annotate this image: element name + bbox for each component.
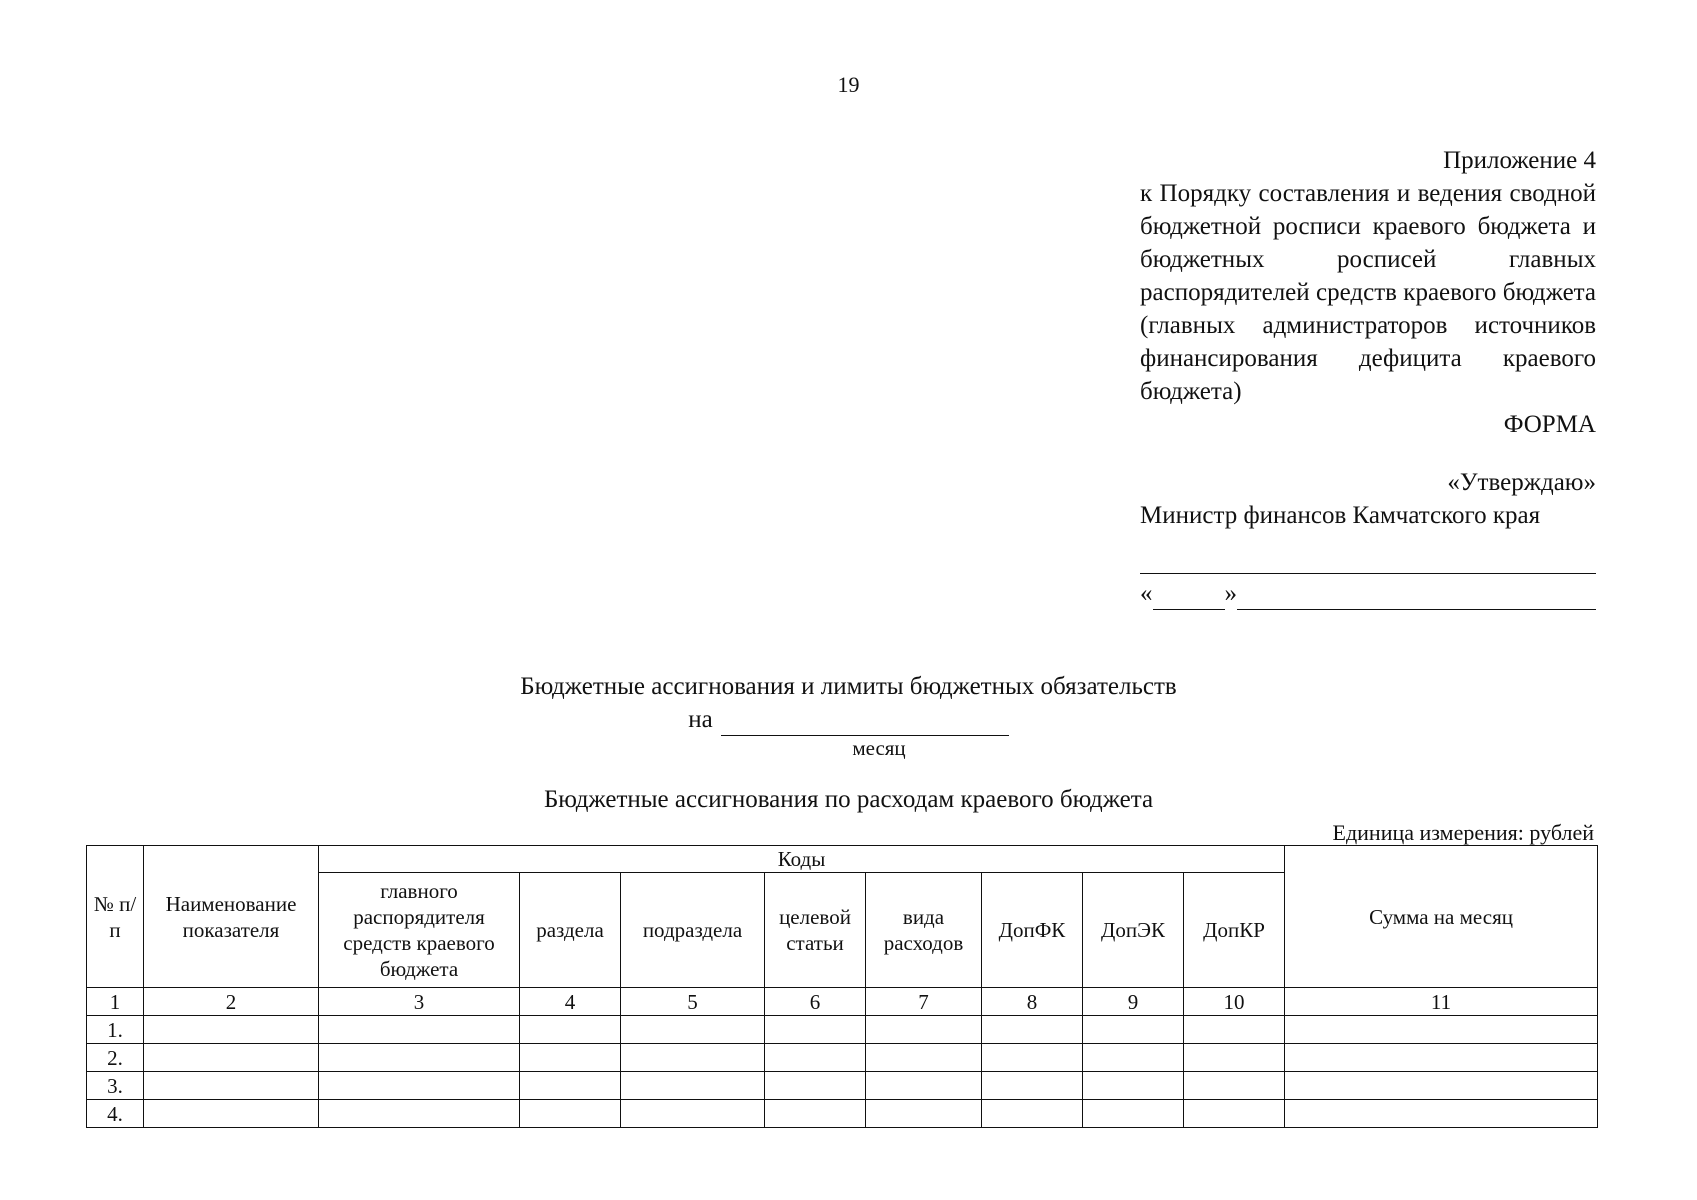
row-number: 3.: [87, 1072, 144, 1100]
column-number: 9: [1083, 988, 1184, 1016]
document-title: Бюджетные ассигнования и лимиты бюджетных обязательств: [520, 673, 1177, 700]
header-code-dopfk: ДопФК: [982, 873, 1083, 988]
cell-code[interactable]: [520, 1100, 621, 1128]
cell-sum[interactable]: [1285, 1044, 1598, 1072]
form-label: ФОРМА: [1503, 411, 1596, 438]
cell-code[interactable]: [765, 1044, 866, 1072]
cell-code[interactable]: [1184, 1044, 1285, 1072]
cell-code[interactable]: [866, 1016, 982, 1044]
cell-code[interactable]: [621, 1044, 765, 1072]
header-codes: Коды: [319, 846, 1285, 873]
appendix-title: Приложение 4: [1443, 147, 1596, 174]
cell-code[interactable]: [1184, 1072, 1285, 1100]
column-number: 8: [982, 988, 1083, 1016]
page-number: 19: [837, 72, 860, 97]
cell-code[interactable]: [319, 1072, 520, 1100]
header-name: Наименование показателя: [144, 846, 319, 988]
header-code-target: целевой статьи: [765, 873, 866, 988]
signature-line: [1140, 540, 1596, 574]
cell-code[interactable]: [621, 1100, 765, 1128]
header-code-expense-type: вида расходов: [866, 873, 982, 988]
cell-code[interactable]: [621, 1016, 765, 1044]
header-code-dopek: ДопЭК: [1083, 873, 1184, 988]
cell-name[interactable]: [144, 1100, 319, 1128]
column-number: 1: [87, 988, 144, 1016]
cell-code[interactable]: [319, 1100, 520, 1128]
column-number-row: [87, 988, 1598, 1016]
cell-code[interactable]: [982, 1016, 1083, 1044]
period-blank: [721, 709, 1009, 736]
cell-code[interactable]: [866, 1072, 982, 1100]
cell-code[interactable]: [520, 1072, 621, 1100]
period-hint: месяц: [852, 736, 906, 760]
budget-table: [86, 845, 1598, 1128]
table-row: [87, 1072, 1598, 1100]
table-row: [87, 1044, 1598, 1072]
header-code-dopkr: ДопКР: [1184, 873, 1285, 988]
cell-code[interactable]: [982, 1044, 1083, 1072]
header-sum: Сумма на месяц: [1285, 846, 1598, 988]
cell-code[interactable]: [866, 1044, 982, 1072]
date-line: [1140, 574, 1596, 610]
column-number: 4: [520, 988, 621, 1016]
cell-sum[interactable]: [1285, 1016, 1598, 1044]
period-prefix: на: [688, 706, 713, 733]
table-row: [87, 1100, 1598, 1128]
column-number: 11: [1285, 988, 1598, 1016]
cell-code[interactable]: [982, 1100, 1083, 1128]
row-number: 2.: [87, 1044, 144, 1072]
date-open-quote: «: [1140, 580, 1153, 607]
cell-sum[interactable]: [1285, 1100, 1598, 1128]
cell-code[interactable]: [765, 1100, 866, 1128]
section-title: Бюджетные ассигнования по расходам краевого бюджета: [543, 786, 1154, 813]
cell-code[interactable]: [982, 1072, 1083, 1100]
cell-code[interactable]: [621, 1072, 765, 1100]
cell-name[interactable]: [144, 1044, 319, 1072]
column-number: 5: [621, 988, 765, 1016]
column-number: 10: [1184, 988, 1285, 1016]
column-number: 2: [144, 988, 319, 1016]
cell-code[interactable]: [1184, 1100, 1285, 1128]
appendix-block: [1140, 144, 1596, 610]
header-code-grbs: главного распорядителя средств краевого бюджета: [319, 873, 520, 988]
cell-code[interactable]: [765, 1072, 866, 1100]
cell-code[interactable]: [1083, 1072, 1184, 1100]
cell-code[interactable]: [520, 1044, 621, 1072]
cell-code[interactable]: [520, 1016, 621, 1044]
header-code-podrazdel: подраздела: [621, 873, 765, 988]
header-code-razdel: раздела: [520, 873, 621, 988]
cell-name[interactable]: [144, 1016, 319, 1044]
date-day-blank: [1153, 583, 1225, 610]
cell-code[interactable]: [765, 1016, 866, 1044]
period-row: [0, 703, 1697, 736]
date-close-quote: »: [1224, 580, 1237, 607]
header-num: № п/п: [87, 846, 144, 988]
cell-code[interactable]: [1083, 1044, 1184, 1072]
table-row: [87, 1016, 1598, 1044]
unit-label: Единица измерения: рублей: [1332, 820, 1594, 845]
cell-sum[interactable]: [1285, 1072, 1598, 1100]
cell-code[interactable]: [319, 1044, 520, 1072]
column-number: 3: [319, 988, 520, 1016]
approver-title: Министр финансов Камчатского края: [1140, 502, 1541, 529]
appendix-text: к Порядку составления и ведения сводной бюджетной росписи краевого бюджета и бюджетных росписей главных распорядителей средств краевого бюджета (главных администраторов источников финансирования дефицита краевого бюджета): [1140, 180, 1596, 405]
cell-name[interactable]: [144, 1072, 319, 1100]
column-number: 6: [765, 988, 866, 1016]
date-month-year-blank: [1237, 583, 1596, 610]
cell-code[interactable]: [319, 1016, 520, 1044]
cell-code[interactable]: [1083, 1100, 1184, 1128]
cell-code[interactable]: [866, 1100, 982, 1128]
cell-code[interactable]: [1184, 1016, 1285, 1044]
approve-label: «Утверждаю»: [1447, 469, 1596, 496]
column-number: 7: [866, 988, 982, 1016]
header-row-top: [87, 846, 1598, 873]
cell-code[interactable]: [1083, 1016, 1184, 1044]
row-number: 4.: [87, 1100, 144, 1128]
row-number: 1.: [87, 1016, 144, 1044]
